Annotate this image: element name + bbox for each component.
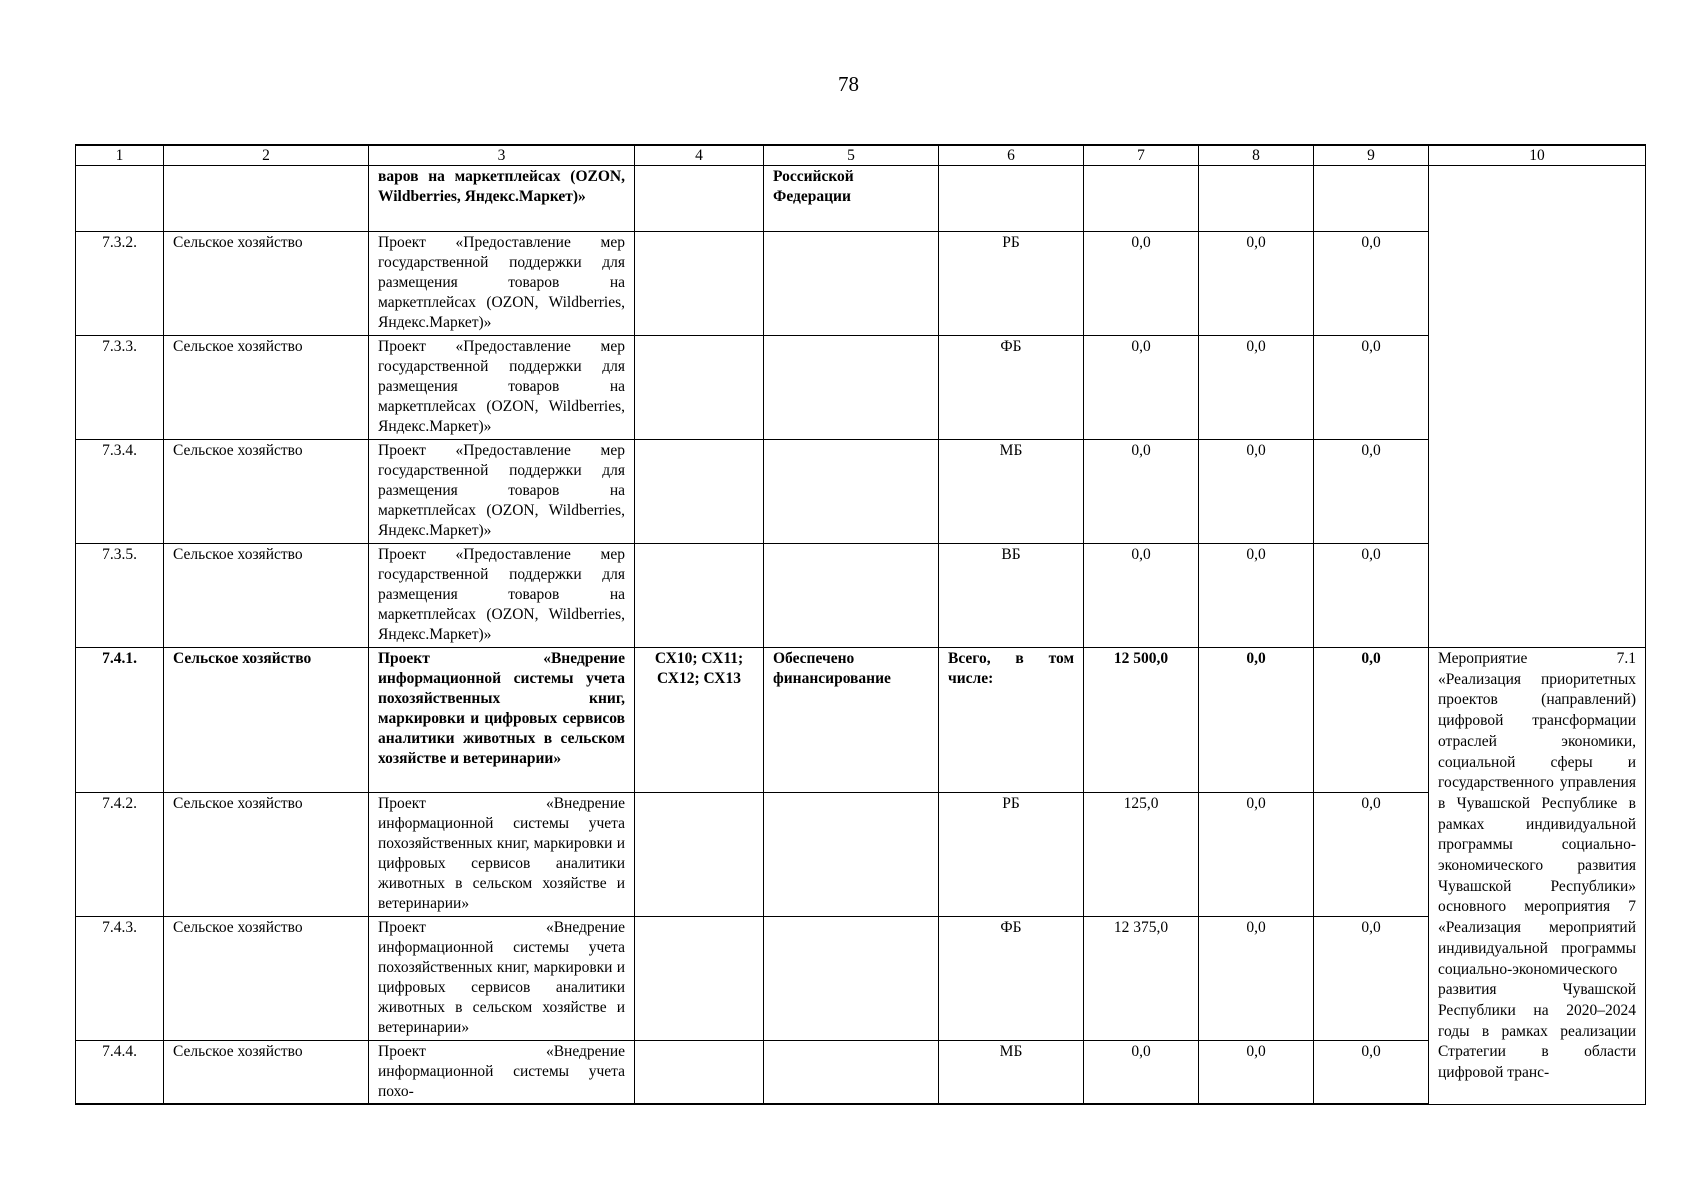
row-result [764, 1041, 939, 1105]
row-codes [635, 336, 764, 440]
table-row [76, 648, 1646, 793]
row-source: ФБ [939, 917, 1084, 1041]
row-project: варов на маркетплейсах (OZON, Wildberries, Яндекс.Маркет)» [369, 166, 635, 232]
row-value-8: 0,0 [1199, 336, 1314, 440]
row-value-8: 0,0 [1199, 440, 1314, 544]
row-value-8: 0,0 [1199, 648, 1314, 793]
row-result [764, 440, 939, 544]
row-value-8: 0,0 [1199, 917, 1314, 1041]
row-project: Проект «Предоставление мер государственной поддержки для размещения товаров на маркетплейсах (OZON, Wildberries, Яндекс.Маркет)» [369, 544, 635, 648]
row-source: РБ [939, 793, 1084, 917]
row-value-7: 12 500,0 [1084, 648, 1199, 793]
row-value-8: 0,0 [1199, 793, 1314, 917]
table-row [76, 336, 1646, 440]
row-project: Проект «Предоставление мер государственной поддержки для размещения товаров на маркетплейсах (OZON, Wildberries, Яндекс.Маркет)» [369, 232, 635, 336]
row-source: ВБ [939, 544, 1084, 648]
row-id: 7.3.4. [76, 440, 164, 544]
row-sector: Сельское хозяйство [164, 793, 369, 917]
row-project: Проект «Внедрение информационной системы учета похозяйственных книг, маркировки и цифровых сервисов аналитики животных в сельском хозяйстве и ветеринарии» [369, 648, 635, 793]
row-value-8 [1199, 166, 1314, 232]
row-value-8: 0,0 [1199, 1041, 1314, 1105]
row-source: Всего, в том числе: [939, 648, 1084, 793]
program-table [75, 144, 1646, 1105]
row-sector: Сельское хозяйство [164, 336, 369, 440]
col-header: 6 [939, 145, 1084, 166]
col10-text: Мероприятие 7.1 «Реализация приоритетных проектов (направлений) цифровой трансформации отраслей экономики, социальной сферы и государственного управления в Чувашской Республике в рамках индивидуальной программы социально-экономического развития Чувашской Республики» основного мероприятия 7 «Реализация мероприятий индивидуальной программы социально-экономического развития Чувашской Республики на 2020–2024 годы в рамках реализации Стратегии в области цифровой транс- [1438, 650, 1636, 1082]
row-id: 7.4.4. [76, 1041, 164, 1105]
row-result [764, 232, 939, 336]
row-value-9 [1314, 166, 1429, 232]
row-codes [635, 793, 764, 917]
row-value-7: 0,0 [1084, 1041, 1199, 1105]
row-sector: Сельское хозяйство [164, 544, 369, 648]
row-project: Проект «Предоставление мер государственной поддержки для размещения товаров на маркетплейсах (OZON, Wildberries, Яндекс.Маркет)» [369, 336, 635, 440]
row-id: 7.4.3. [76, 917, 164, 1041]
col-header: 1 [76, 145, 164, 166]
row-value-8: 0,0 [1199, 544, 1314, 648]
row-value-7: 0,0 [1084, 440, 1199, 544]
row-value-7: 0,0 [1084, 232, 1199, 336]
row-value-7: 12 375,0 [1084, 917, 1199, 1041]
col-header: 9 [1314, 145, 1429, 166]
row-codes [635, 917, 764, 1041]
col-header: 8 [1199, 145, 1314, 166]
row-id: 7.3.3. [76, 336, 164, 440]
row-value-9: 0,0 [1314, 336, 1429, 440]
table-row [76, 166, 1646, 232]
row-id [76, 166, 164, 232]
row-source: РБ [939, 232, 1084, 336]
col-header: 4 [635, 145, 764, 166]
row-project: Проект «Внедрение информационной системы учета похо- [369, 1041, 635, 1105]
row-value-8: 0,0 [1199, 232, 1314, 336]
row-result: Обеспечено финансирование [764, 648, 939, 793]
row-source: МБ [939, 440, 1084, 544]
row-value-7: 0,0 [1084, 336, 1199, 440]
row-value-7 [1084, 166, 1199, 232]
row-project: Проект «Внедрение информационной системы учета похозяйственных книг, маркировки и цифровых сервисов аналитики животных в сельском хозяйстве и ветеринарии» [369, 793, 635, 917]
row-result [764, 917, 939, 1041]
row-result [764, 336, 939, 440]
row-codes [635, 1041, 764, 1105]
col-header: 5 [764, 145, 939, 166]
row-codes [635, 440, 764, 544]
row-result: Российской Федерации [764, 166, 939, 232]
row-value-7: 0,0 [1084, 544, 1199, 648]
row-source: МБ [939, 1041, 1084, 1105]
row-codes [635, 232, 764, 336]
row-codes: СХ10; СХ11; СХ12; СХ13 [635, 648, 764, 793]
row-id: 7.4.2. [76, 793, 164, 917]
row-sector: Сельское хозяйство [164, 232, 369, 336]
table-row [76, 544, 1646, 648]
column-number-row [76, 145, 1646, 166]
row-id: 7.3.5. [76, 544, 164, 648]
table-row [76, 793, 1646, 917]
row-value-9: 0,0 [1314, 232, 1429, 336]
col-header: 10 [1429, 145, 1646, 166]
col-header: 3 [369, 145, 635, 166]
table-row [76, 232, 1646, 336]
row-source [939, 166, 1084, 232]
row-value-9: 0,0 [1314, 440, 1429, 544]
row-sector: Сельское хозяйство [164, 440, 369, 544]
table-row [76, 917, 1646, 1041]
row-project: Проект «Внедрение информационной системы учета похозяйственных книг, маркировки и цифровых сервисов аналитики животных в сельском хозяйстве и ветеринарии» [369, 917, 635, 1041]
row-project: Проект «Предоставление мер государственной поддержки для размещения товаров на маркетплейсах (OZON, Wildberries, Яндекс.Маркет)» [369, 440, 635, 544]
row-value-9: 0,0 [1314, 793, 1429, 917]
row-id: 7.3.2. [76, 232, 164, 336]
row-col10-empty [1429, 166, 1646, 648]
col-header: 7 [1084, 145, 1199, 166]
row-value-9: 0,0 [1314, 1041, 1429, 1105]
row-value-9: 0,0 [1314, 544, 1429, 648]
row-codes [635, 544, 764, 648]
table-row [76, 1041, 1646, 1105]
table-row [76, 440, 1646, 544]
row-codes [635, 166, 764, 232]
row-sector: Сельское хозяйство [164, 1041, 369, 1105]
row-id: 7.4.1. [76, 648, 164, 793]
col-header: 2 [164, 145, 369, 166]
row-value-7: 125,0 [1084, 793, 1199, 917]
row-value-9: 0,0 [1314, 648, 1429, 793]
row-sector: Сельское хозяйство [164, 648, 369, 793]
row-result [764, 544, 939, 648]
row-sector [164, 166, 369, 232]
row-col10-description [1429, 648, 1646, 1105]
row-result [764, 793, 939, 917]
page-number: 78 [838, 72, 859, 96]
row-value-9: 0,0 [1314, 917, 1429, 1041]
row-sector: Сельское хозяйство [164, 917, 369, 1041]
row-source: ФБ [939, 336, 1084, 440]
